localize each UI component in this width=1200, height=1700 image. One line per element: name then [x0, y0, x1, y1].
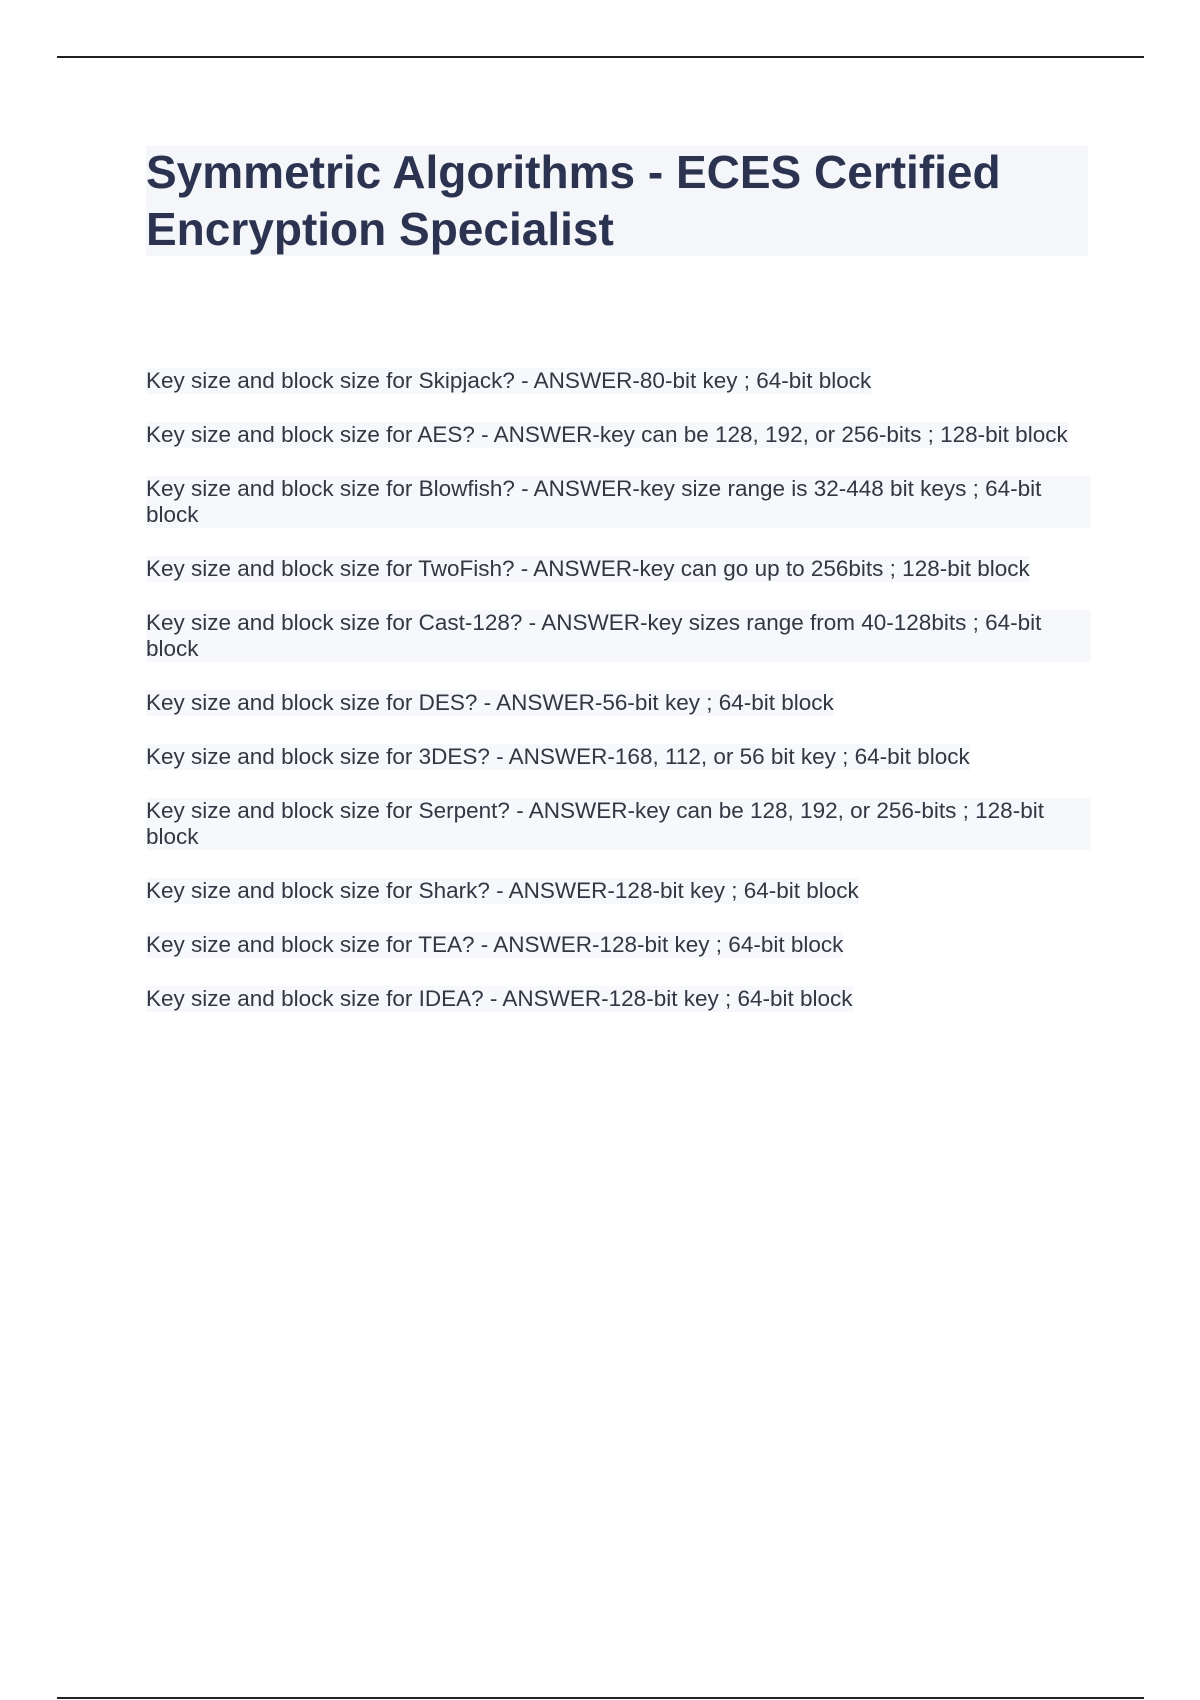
qa-item: Key size and block size for Skipjack? - ANSWER-80-bit key ; 64-bit block	[146, 368, 872, 393]
page-title: Symmetric Algorithms - ECES Certified Encryption Specialist	[146, 146, 1001, 255]
qa-list	[146, 368, 1091, 1040]
footer-rule	[57, 1697, 1144, 1699]
qa-item: Key size and block size for Serpent? - ANSWER-key can be 128, 192, or 256-bits ; 128-bit block	[146, 798, 1091, 850]
qa-item: Key size and block size for Shark? - ANSWER-128-bit key ; 64-bit block	[146, 878, 859, 903]
header-rule	[57, 56, 1144, 58]
qa-item: Key size and block size for AES? - ANSWER-key can be 128, 192, or 256-bits ; 128-bit block	[146, 422, 1068, 447]
qa-item: Key size and block size for IDEA? - ANSWER-128-bit key ; 64-bit block	[146, 986, 853, 1011]
qa-item: Key size and block size for 3DES? - ANSWER-168, 112, or 56 bit key ; 64-bit block	[146, 744, 970, 769]
qa-item: Key size and block size for TEA? - ANSWER-128-bit key ; 64-bit block	[146, 932, 844, 957]
qa-item: Key size and block size for Cast-128? - ANSWER-key sizes range from 40-128bits ; 64-bit block	[146, 610, 1091, 662]
qa-item: Key size and block size for Blowfish? - ANSWER-key size range is 32-448 bit keys ; 64-bit block	[146, 476, 1091, 528]
qa-item: Key size and block size for DES? - ANSWER-56-bit key ; 64-bit block	[146, 690, 834, 715]
qa-item: Key size and block size for TwoFish? - ANSWER-key can go up to 256bits ; 128-bit block	[146, 556, 1030, 581]
